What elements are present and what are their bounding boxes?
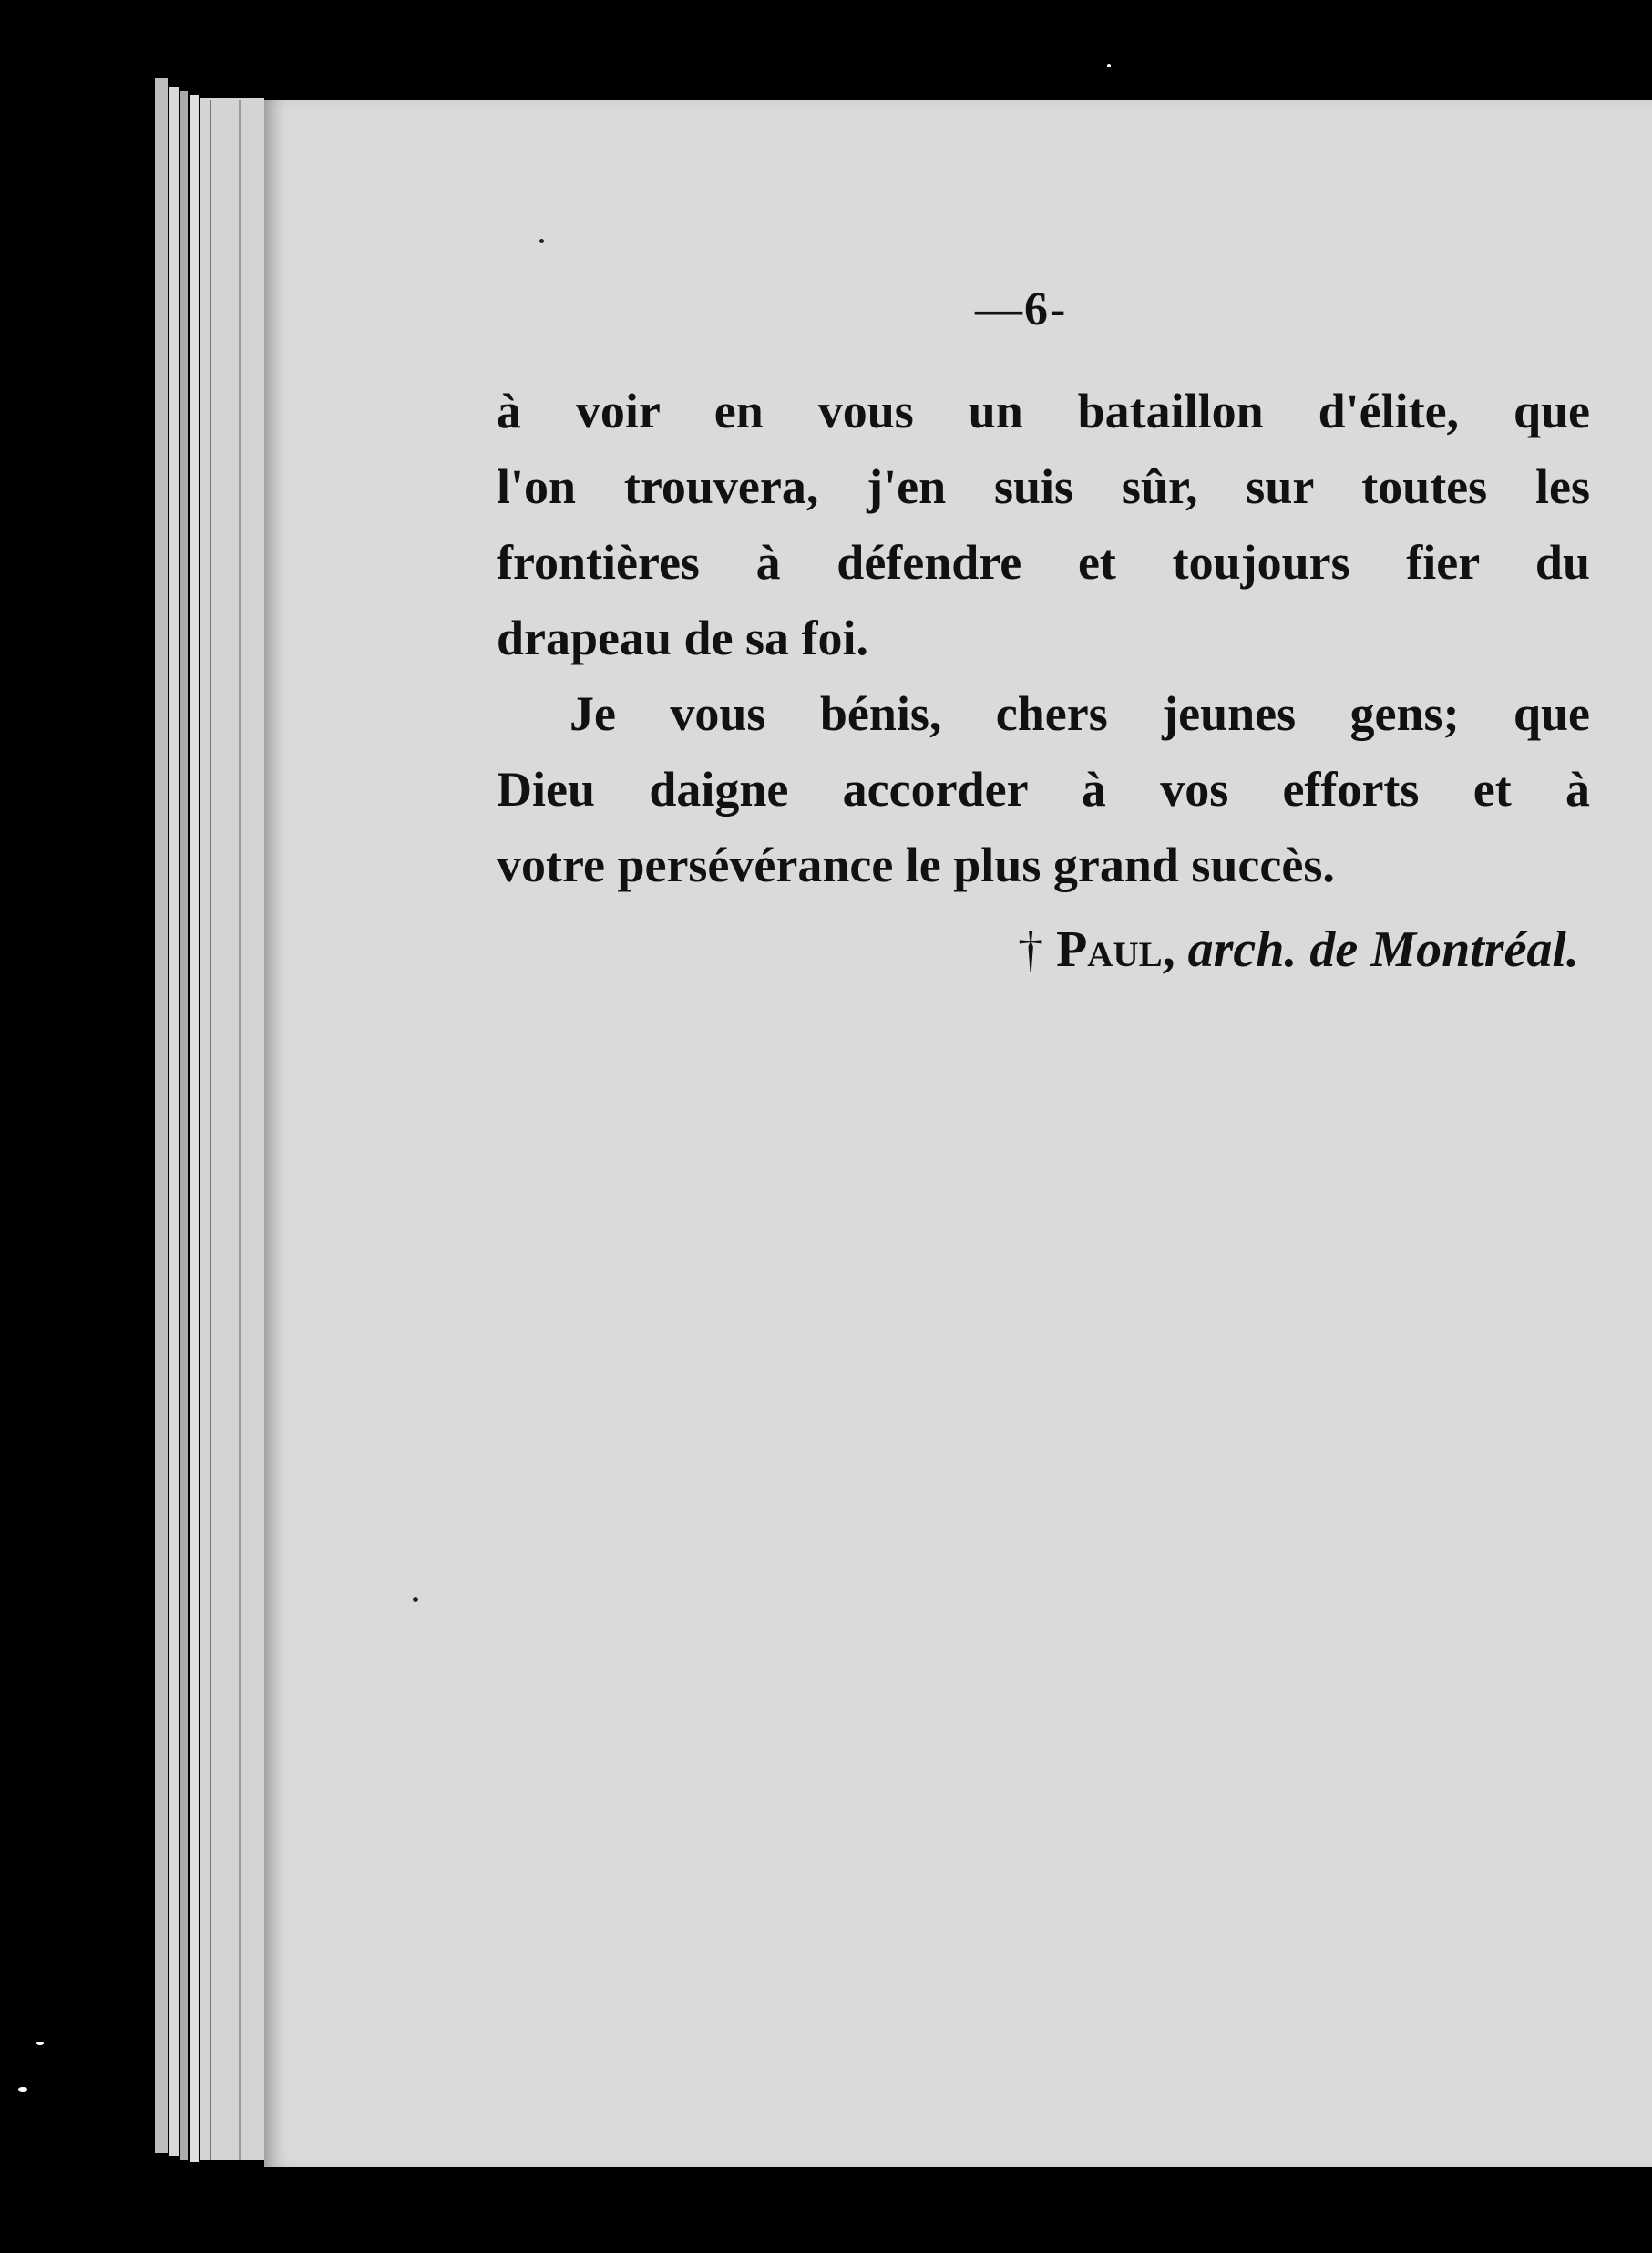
page-edge [190,95,199,2162]
dust-speck [539,239,544,243]
text-line: l'on trouvera, j'en suis sûr, sur toutes les [497,459,1590,514]
page-edge [169,87,179,2156]
signature-name: Paul, [1056,921,1175,978]
dust-speck [36,2042,44,2045]
dust-speck [18,2087,27,2092]
text-line: drapeau de sa foi. [497,611,869,665]
text-line: frontières à défendre et toujours fier du [497,535,1590,590]
page-number: —6- [975,283,1068,335]
dust-speck [1107,64,1111,67]
paragraph-2 [497,676,1590,903]
text-line: votre persévérance le plus grand succès. [497,838,1335,892]
dust-speck [413,1597,418,1602]
page-edge [180,91,188,2160]
text-line: Je vous bénis, chers jeunes gens; que [569,686,1590,741]
text-line: Dieu daigne accorder à vos efforts et à [497,762,1590,817]
text-line: à voir en vous un bataillon d'élite, que [497,384,1590,438]
body-text [497,374,1590,903]
page-edge [155,78,168,2153]
signature-title: arch. de Montréal. [1187,921,1579,978]
page-edge-line [239,100,241,2160]
paragraph-1 [497,374,1590,676]
signature [1018,921,1579,979]
page-edge-line [210,100,211,2160]
cross-symbol: † [1018,921,1044,978]
